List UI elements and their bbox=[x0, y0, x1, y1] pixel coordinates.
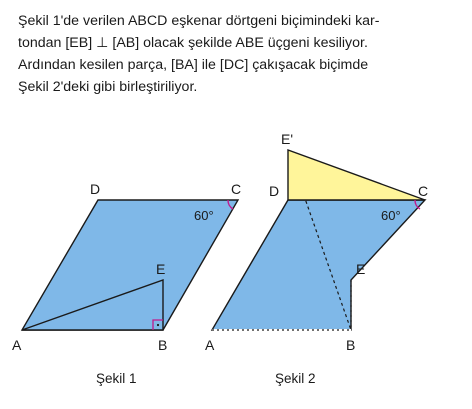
label-d-1: D bbox=[90, 181, 101, 197]
label-b-2: B bbox=[346, 337, 356, 353]
label-d-2: D bbox=[269, 183, 280, 199]
label-e-2: E bbox=[356, 261, 366, 277]
label-c-1: C bbox=[231, 181, 242, 197]
figure-1 bbox=[12, 181, 241, 386]
label-e-1: E bbox=[156, 261, 166, 277]
label-e-prime-2: E' bbox=[281, 131, 294, 147]
right-angle-dot bbox=[157, 324, 159, 326]
problem-line-4: Şekil 2'deki gibi birleştiriliyor. bbox=[18, 79, 198, 95]
problem-line-1: Şekil 1'de verilen ABCD eşkenar dörtgeni biçimindeki kar- bbox=[18, 13, 380, 29]
problem-line-3: Ardından kesilen parça, [BA] ile [DC] çakışacak biçimde bbox=[18, 57, 369, 73]
label-c-2: C bbox=[418, 183, 429, 199]
figure-2 bbox=[205, 131, 428, 386]
label-b-1: B bbox=[158, 337, 168, 353]
label-a-2: A bbox=[205, 337, 215, 353]
caption-figure-2: Şekil 2 bbox=[275, 371, 316, 386]
caption-figure-1: Şekil 1 bbox=[96, 371, 137, 386]
label-a-1: A bbox=[12, 337, 22, 353]
angle-label-1: 60° bbox=[194, 208, 214, 223]
angle-label-2: 60° bbox=[381, 208, 401, 223]
moved-triangle-de-prime-c bbox=[288, 150, 425, 200]
problem-line-2: tondan [EB] ⊥ [AB] olacak şekilde ABE üçgeni kesiliyor. bbox=[18, 35, 368, 51]
